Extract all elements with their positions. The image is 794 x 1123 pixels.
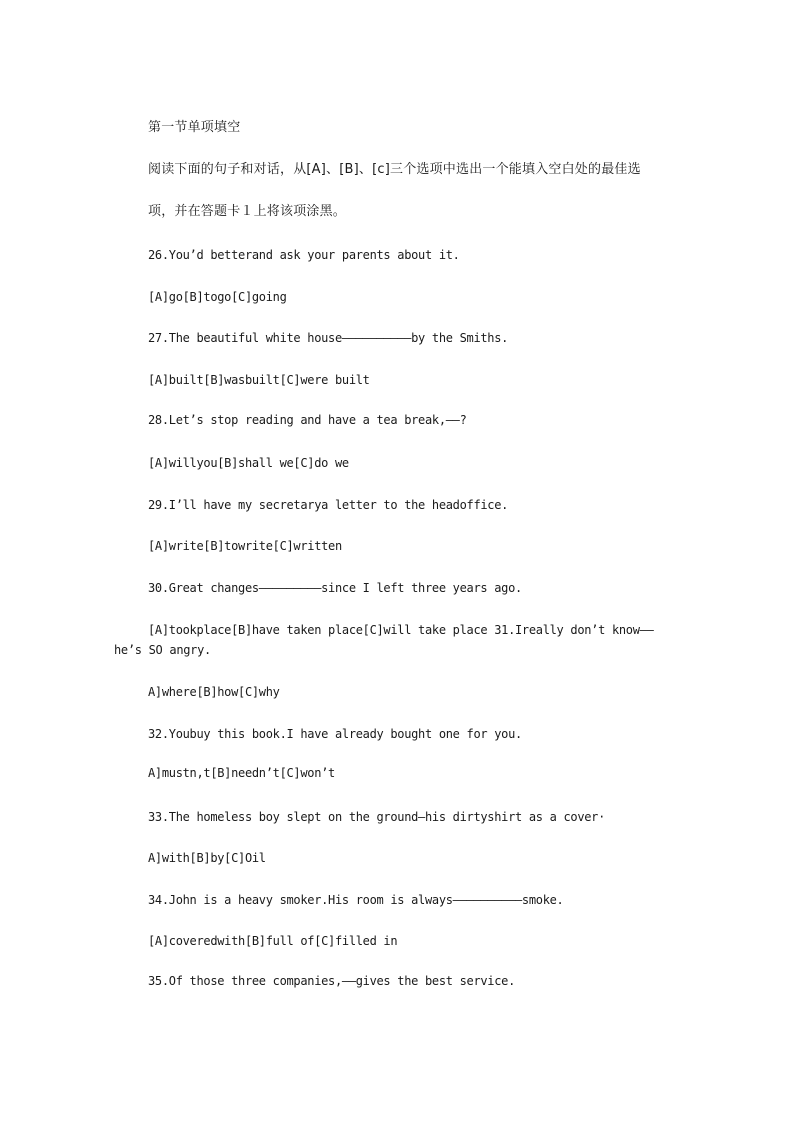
options-32: A]mustn,t[B]needn’t[C]won’t bbox=[148, 766, 335, 780]
question-27: 27.The beautiful white house——————————by the Smiths. bbox=[148, 331, 509, 345]
options-26: [A]go[B]togo[C]going bbox=[148, 290, 287, 304]
question-34: 34.John is a heavy smoker.His room is always——————————smoke. bbox=[148, 893, 564, 907]
options-27: [A]built[B]wasbuilt[C]were built bbox=[148, 373, 370, 387]
instructions-line-1: 阅读下面的句子和对话，从[A]、[B]、[c]三个选项中选出一个能填入空白处的最佳选 bbox=[148, 162, 641, 177]
question-32: 32.Youbuy this book.I have already bought one for you. bbox=[148, 727, 522, 741]
question-30: 30.Great changes—————————since I left three years ago. bbox=[148, 581, 522, 595]
options-29: [A]write[B]towrite[C]written bbox=[148, 539, 342, 553]
question-35: 35.Of those three companies,——gives the best service. bbox=[148, 974, 516, 988]
options-28: [A]willyou[B]shall we[C]do we bbox=[148, 456, 349, 470]
options-33: A]with[B]by[C]Oil bbox=[148, 851, 266, 865]
options-30-question-31: [A]tookplace[B]have taken place[C]will take place 31.Ireally don’t know——he’s SO angry. bbox=[114, 623, 654, 657]
question-33: 33.The homeless boy slept on the ground—his dirtyshirt as a cover· bbox=[148, 810, 606, 824]
instructions-line-2: 项，并在答题卡１上将该项涂黑。 bbox=[148, 204, 347, 219]
question-26: 26.You’d betterand ask your parents about it. bbox=[148, 248, 460, 262]
options-34: [A]coveredwith[B]full of[C]filled in bbox=[148, 934, 398, 948]
question-29: 29.I’ll have my secretarya letter to the headoffice. bbox=[148, 498, 509, 512]
section-title: 第一节单项填空 bbox=[148, 120, 241, 135]
question-28: 28.Let’s stop reading and have a tea break,——? bbox=[148, 413, 467, 427]
options-31: A]where[B]how[C]why bbox=[148, 685, 280, 699]
